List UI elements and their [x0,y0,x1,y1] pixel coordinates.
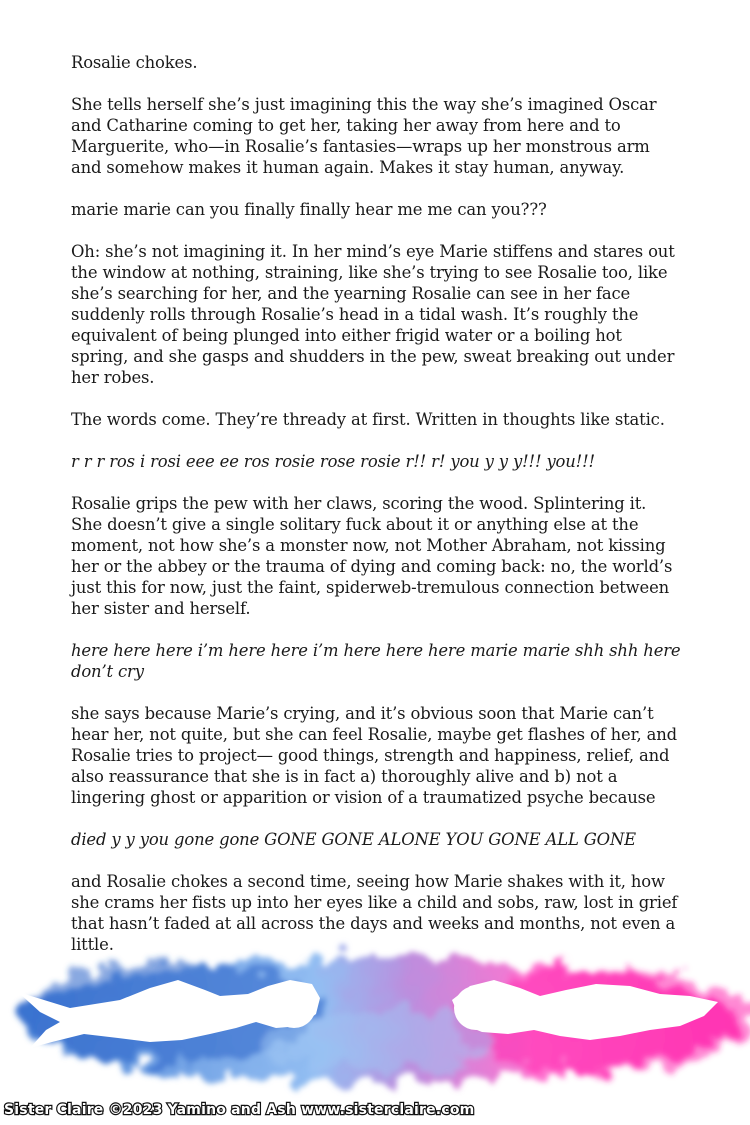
paragraph: Oh: she’s not imagining it. In her mind’s eye Marie stiffens and stares out the window at nothing, straining, like she’s trying to see Rosalie too, like she’s searching for her, and the yearning Rosalie can see in her face suddenly rolls through Rosalie’s head in a tidal wash. It’s roughly the equivalent of being plunged into either frigid water or a boiling hot spring, and she gasps and shudders in the pew, sweat breaking out under her robes. [71,242,675,387]
thought-line: marie marie can you finally finally hear me me can you??? [71,200,547,219]
paragraph: She tells herself she’s just imagining this the way she’s imagined Oscar and Catharine coming to get her, taking her away from here and to Marguerite, who—in Rosalie’s fantasies—wraps up her monstrous arm and somehow makes it human again. Makes it stay human, anyway. [71,95,657,177]
paragraph: Rosalie chokes. [71,53,198,72]
thought-line: died y y you gone gone GONE GONE ALONE YOU GONE ALL GONE [71,830,636,849]
paragraph: The words come. They’re thready at first. Written in thoughts like static. [71,410,665,429]
copyright-footer: Sister Claire ©2023 Yamino and Ash www.sisterclaire.com [4,1102,475,1118]
paragraph: Rosalie grips the pew with her claws, scoring the wood. Splintering it. She doesn’t give a single solitary fuck about it or anything else at the moment, not how she’s a monster now, not Mother Abraham, not kissing her or the abbey or the trauma of dying and coming back: no, the world’s just this for now, just the faint, spiderweb-tremulous connection between her sister and herself. [71,494,673,618]
thought-line: r r r ros i rosi eee ee ros rosie rose rosie r!! r! you y y y!!! you!!! [71,452,595,471]
story-text [71,52,681,976]
paragraph: she says because Marie’s crying, and it’s obvious soon that Marie can’t hear her, not quite, but she can feel Rosalie, maybe get flashes of her, and Rosalie tries to project— good things, strength and happiness, relief, and also reassurance that she is in fact a) thoroughly alive and b) not a lingering ghost or apparition or vision of a traumatized psyche because [71,704,677,807]
silhouette-banner [0,930,750,1110]
thought-line: here here here i’m here here i’m here here here marie marie shh shh here don’t cry [71,641,681,681]
paragraph: and Rosalie chokes a second time, seeing how Marie shakes with it, how she crams her fists up into her eyes like a child and sobs, raw, lost in grief that hasn’t faded at all across the days and weeks and months, not even a little. [71,872,678,954]
